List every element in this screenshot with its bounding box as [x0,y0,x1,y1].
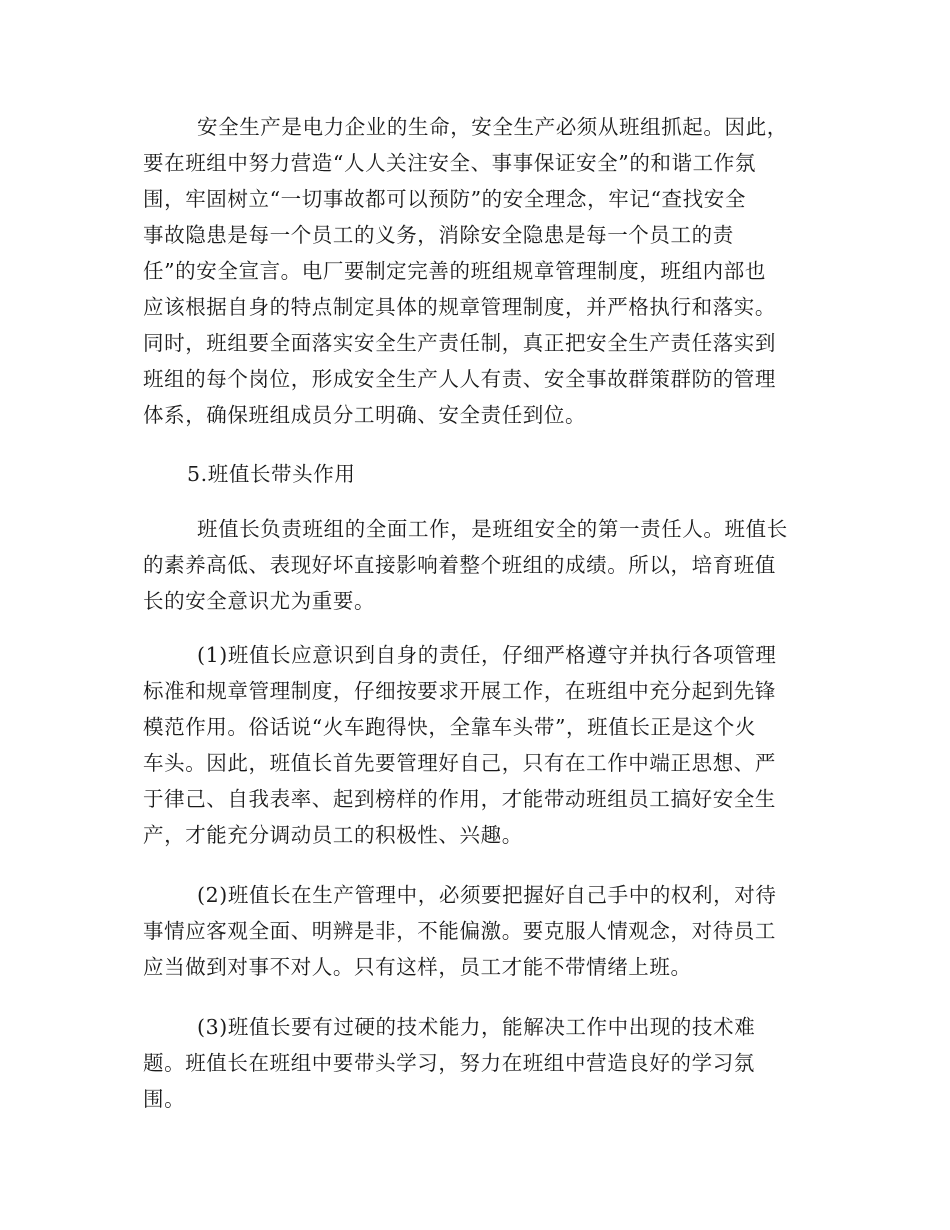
text-line: 体系，确保班组成员分工明确、安全责任到位。 [143,403,587,427]
text-line: 班值长负责班组的全面工作，是班组安全的第一责任人。班值长 [197,517,788,541]
text-line: 应该根据自身的特点制定具体的规章管理制度，并严格执行和落实。 [143,295,776,319]
text-line: 车头。因此，班值长首先要管理好自己，只有在工作中端正思想、严 [143,751,776,775]
text-line: 同时，班组要全面落实安全生产责任制，真正把安全生产责任落实到 [143,331,776,355]
text-line: 围。 [143,1087,186,1111]
text-line: 应当做到对事不对人。只有这样，员工才能不带情绪上班。 [143,955,692,979]
text-line: 产，才能充分调动员工的积极性、兴趣。 [143,823,523,847]
text-line: 于律己、自我表率、起到榜样的作用，才能带动班组员工搞好安全生 [143,787,776,811]
text-line: 围，牢固树立“一切事故都可以预防”的安全理念，牢记“查找安全 [143,187,746,211]
text-line: 的素养高低、表现好坏直接影响着整个班组的成绩。所以，培育班值 [143,553,776,577]
text-line: 标准和规章管理制度，仔细按要求开展工作，在班组中充分起到先锋 [143,679,776,703]
text-line: 事情应客观全面、明辨是非，不能偏激。要克服人情观念，对待员工 [143,919,776,943]
text-line: (3)班值长要有过硬的技术能力，能解决工作中出现的技术难 [197,1015,756,1039]
text-line: 任”的安全宣言。电厂要制定完善的班组规章管理制度，班组内部也 [143,259,766,283]
text-line: 安全生产是电力企业的生命，安全生产必须从班组抓起。因此， [197,115,788,139]
text-line: 长的安全意识尤为重要。 [143,589,376,613]
text-line: 事故隐患是每一个员工的义务，消除安全隐患是每一个员工的责 [143,223,734,247]
section-heading: 5.班值长带头作用 [187,462,356,486]
text-line: 班组的每个岗位，形成安全生产人人有责、安全事故群策群防的管理 [143,367,776,391]
text-line: 题。班值长在班组中要带头学习，努力在班组中营造良好的学习氛 [143,1051,755,1075]
text-line: (2)班值长在生产管理中，必须要把握好自己手中的权利，对待 [197,883,777,907]
text-line: (1)班值长应意识到自身的责任，仔细严格遵守并执行各项管理 [197,643,777,667]
text-line: 要在班组中努力营造“人人关注安全、事事保证安全”的和谐工作氛 [143,151,756,175]
text-line: 模范作用。俗话说“火车跑得快，全靠车头带”，班值长正是这个火 [143,715,756,739]
